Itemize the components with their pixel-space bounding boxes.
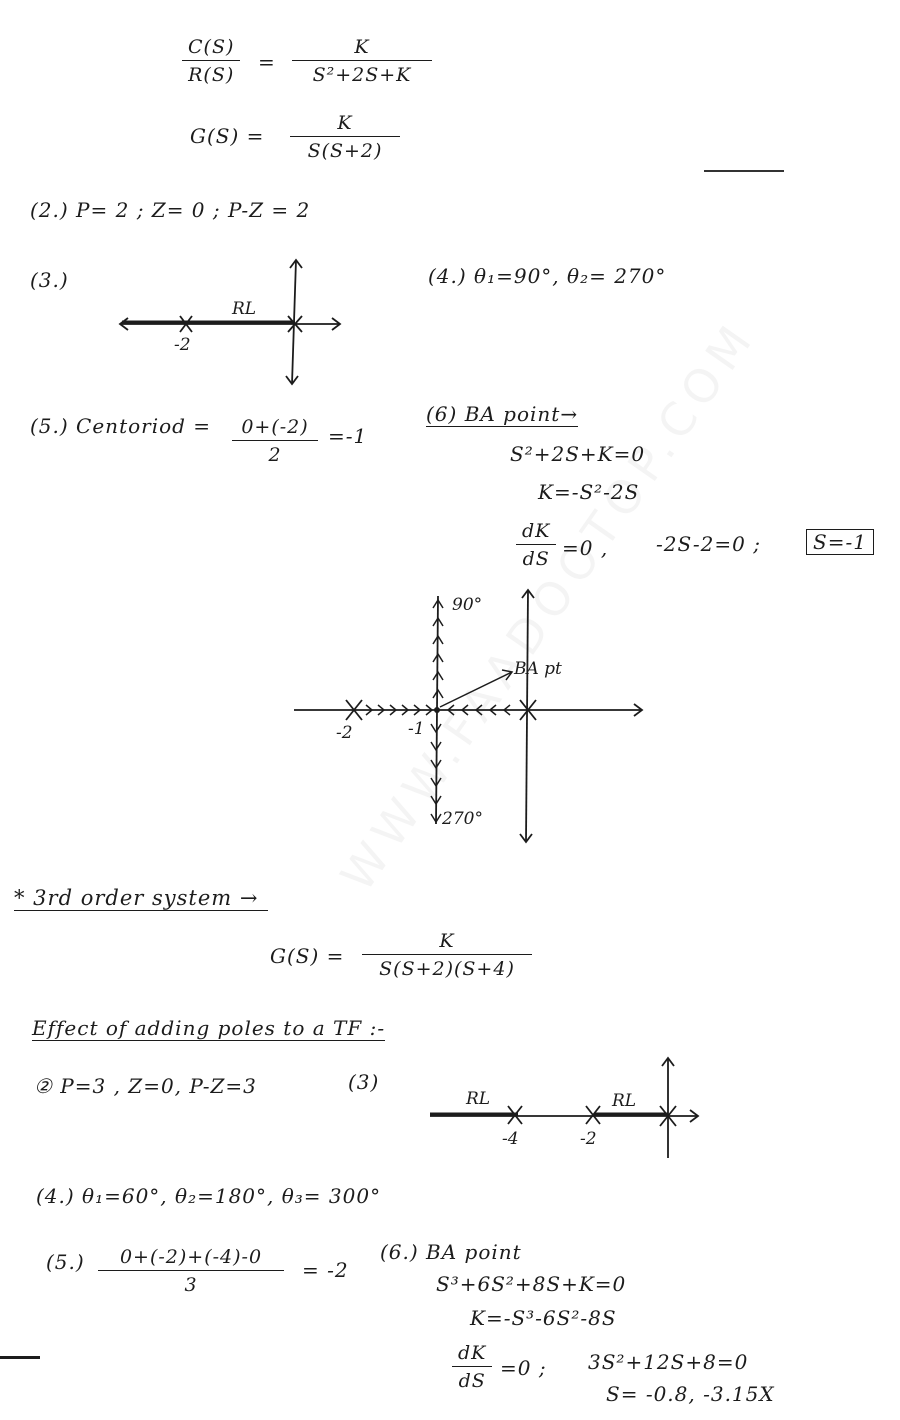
diagram3-tick-minus2: -2 [580, 1129, 597, 1149]
left-margin-dash [0, 1356, 40, 1359]
diagram3-rl-left: RL [466, 1089, 491, 1109]
step6-third-eq3: 3S²+12S+8=0 [588, 1350, 749, 1374]
step4-second: (4.) θ₁=90°, θ₂= 270° [428, 264, 667, 288]
diagram2-ba-label: BA pt [514, 659, 562, 679]
closed-loop-lhs: C(S) R(S) [182, 36, 240, 86]
closed-loop-rhs: K S²+2S+K [292, 36, 432, 86]
step6-third-deriv-rhs: =0 ; [500, 1356, 547, 1380]
third-order-tf: K S(S+2)(S+4) [362, 930, 532, 980]
diagram3-tick-minus4: -4 [502, 1129, 519, 1149]
step5-label: (5.) Centoriod = [30, 414, 212, 438]
third-order-tf-lhs: G(S) = [270, 944, 345, 968]
effect-heading: Effect of adding poles to a TF :- [32, 1016, 386, 1040]
step2-second: (2.) P= 2 ; Z= 0 ; P-Z = 2 [30, 198, 311, 222]
step6-answer: S=-1 [806, 530, 874, 554]
step6-title: (6) BA point→ [426, 402, 579, 426]
step6-derivative: dK dS [516, 520, 556, 570]
step6-eq2: K=-S²-2S [538, 480, 640, 504]
root-locus-diagram-1 [112, 252, 352, 392]
step5-third-result: = -2 [302, 1258, 349, 1282]
diagram2-label-90: 90° [452, 595, 483, 615]
diagram2-tick-minus2: -2 [336, 723, 353, 743]
step5-fraction: 0+(-2) 2 [232, 416, 318, 466]
step5-third-label: (5.) [46, 1250, 85, 1274]
step6-third-derivative: dK dS [452, 1342, 492, 1392]
root-locus-diagram-2 [290, 586, 670, 856]
step5-third-fraction: 0+(-2)+(-4)-0 3 [98, 1246, 284, 1296]
step6-third-roots: S= -0.8, -3.15X [606, 1382, 775, 1406]
closed-loop-equals: = [258, 50, 276, 74]
diagram1-tick-minus2: -2 [174, 335, 191, 355]
divider-squiggle [704, 170, 784, 172]
step5-result: =-1 [328, 424, 368, 448]
diagram1-rl-label: RL [232, 299, 257, 319]
open-loop-rhs: K S(S+2) [290, 112, 400, 162]
step6-deriv-rhs: =0 , [562, 536, 609, 560]
diagram2-tick-minus1: -1 [408, 719, 425, 739]
step6-eq1: S²+2S+K=0 [510, 442, 646, 466]
root-locus-diagram-3 [428, 1054, 718, 1164]
step6-third-title: (6.) BA point [380, 1240, 522, 1264]
step3-label: (3.) [30, 268, 69, 292]
step6-third-eq2: K=-S³-6S²-8S [470, 1306, 617, 1330]
diagram2-label-270: 270° [442, 809, 483, 829]
step2-third: ② P=3 , Z=0, P-Z=3 [34, 1074, 257, 1098]
step6-eq3: -2S-2=0 ; [656, 532, 761, 556]
step3-third-label: (3) [348, 1070, 380, 1094]
step4-third: (4.) θ₁=60°, θ₂=180°, θ₃= 300° [36, 1184, 382, 1208]
step6-third-eq1: S³+6S²+8S+K=0 [436, 1272, 627, 1296]
third-order-heading: * 3rd order system → [14, 886, 268, 911]
open-loop-lhs: G(S) = [190, 124, 265, 148]
diagram3-rl-right: RL [612, 1091, 637, 1111]
